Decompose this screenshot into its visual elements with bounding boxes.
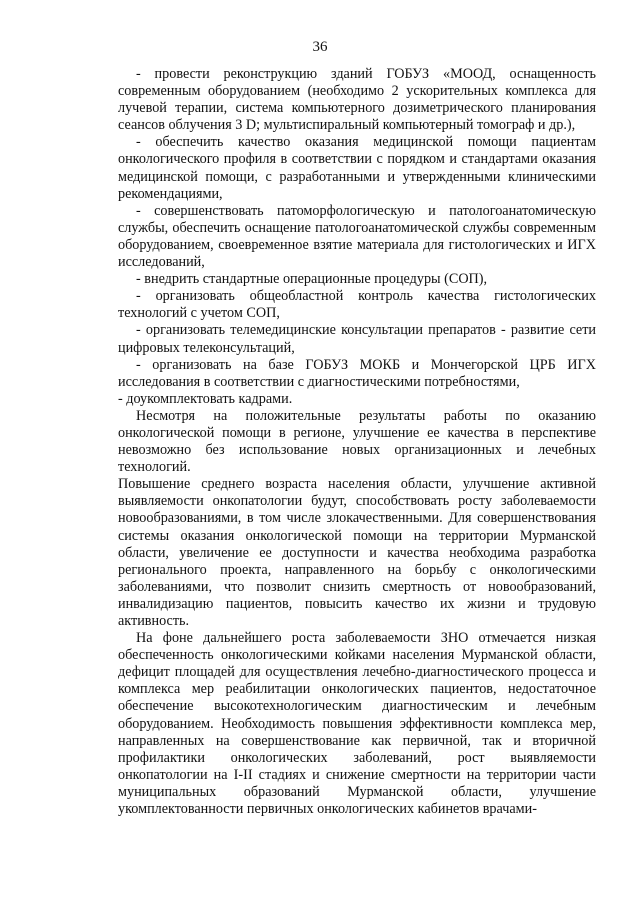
paragraph: - совершенствовать патоморфологическую и патологоанатомическую службы, обеспечить оснащение патологоанатомической службы современным оборудованием, своевременное взятие материала для гистологических и ИГХ исследований, xyxy=(118,202,596,271)
paragraph: - организовать общеобластной контроль качества гистологических технологий с учетом СОП, xyxy=(118,288,596,322)
body-text xyxy=(118,66,596,818)
paragraph: - провести реконструкцию зданий ГОБУЗ «МООД, оснащенность современным оборудованием (необходимо 2 ускорительных комплекса для лучевой терапии, система компьютерного дозиметрического планирования сеансов облучения 3 D; мультиспиральный компьютерный томограф и др.), xyxy=(118,66,596,134)
paragraph: - обеспечить качество оказания медицинской помощи пациентам онкологического профиля в соответствии с порядком и стандартами оказания медицинской помощи, с разработанными и утвержденными клиническими рекомендациями, xyxy=(118,134,596,202)
paragraph: Несмотря на положительные результаты работы по оказанию онкологической помощи в регионе, улучшение ее качества в перспективе невозможно без использование новых организационных и лечебных технологий. xyxy=(118,407,596,476)
paragraph: - организовать телемедицинские консультации препаратов - развитие сети цифровых телеконсультаций, xyxy=(118,322,596,356)
paragraph: На фоне дальнейшего роста заболеваемости ЗНО отмечается низкая обеспеченность онкологическими койками населения Мурманской области, дефицит площадей для осуществления лечебно-диагностического процесса и комплекса мер реабилитации онкологических пациентов, недостаточное обеспечение высокотехнологическим диагностическим и лечебным оборудованием. Необходимость повышения эффективности комплекса мер, направленных на совершенствование как первичной, так и вторичной профилактики онкологических заболеваний, рост выявляемости онкопатологии на I-II стадиях и снижение смертности на территории части муниципальных образований Мурманской области, улучшение укомплектованности первичных онкологических кабинетов врачами- xyxy=(118,630,596,818)
paragraph: Повышение среднего возраста населения области, улучшение активной выявляемости онкопатологии будут, способствовать росту заболеваемости новообразованиями, в том числе злокачественными. Для совершенствования системы оказания онкологической помощи на территории Мурманской области, увеличение ее доступности и качества необходима разработка регионального проекта, направленного на борьбу с онкологическими заболеваниями, что позволит снизить смертность от новообразований, инвалидизацию пациентов, повысить качество их жизни и трудовую активность. xyxy=(118,476,596,629)
paragraph: - организовать на базе ГОБУЗ МОКБ и Мончегорской ЦРБ ИГХ исследования в соответствии с диагностическими потребностями, xyxy=(118,356,596,390)
paragraph: - доукомплектовать кадрами. xyxy=(118,390,293,407)
paragraph: - внедрить стандартные операционные процедуры (СОП), xyxy=(136,271,488,288)
page-number: 36 xyxy=(312,39,328,55)
